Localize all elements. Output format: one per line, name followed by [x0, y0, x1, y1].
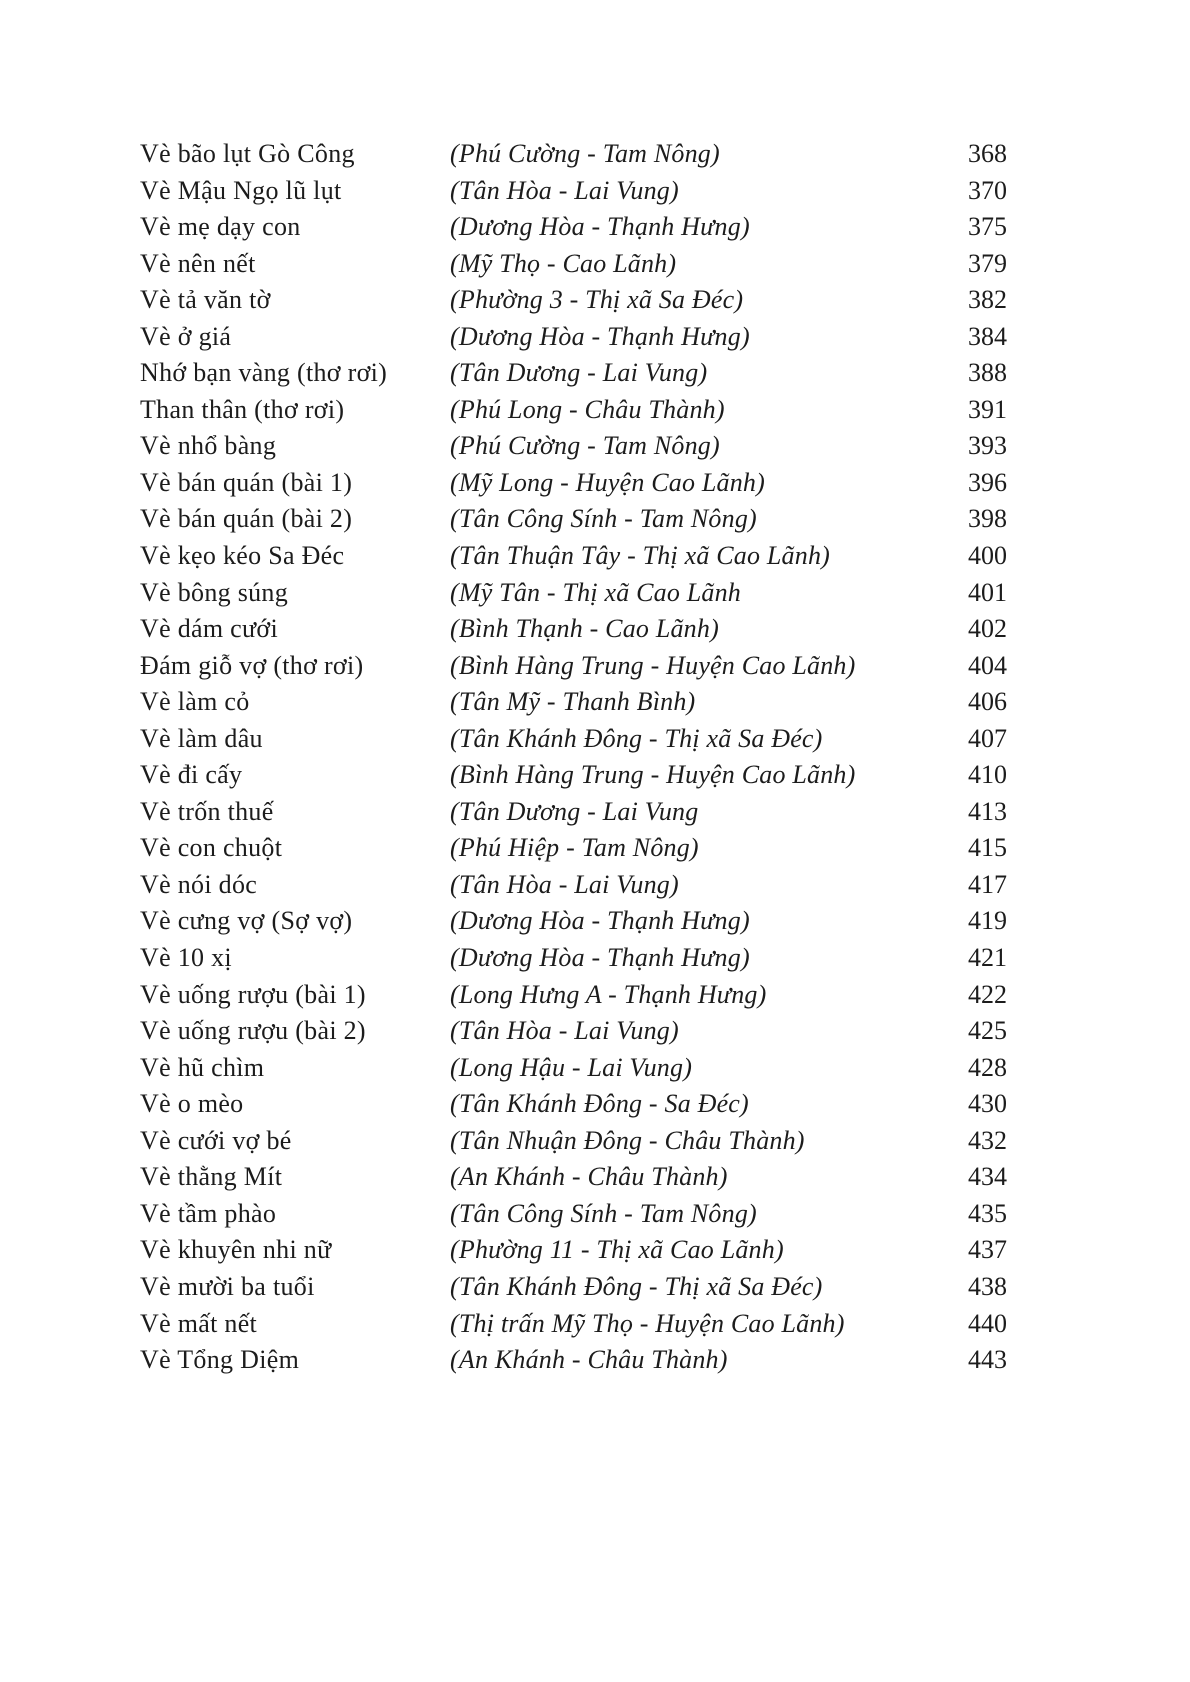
toc-entry-row — [140, 614, 1007, 651]
toc-entry-page: 398 — [968, 504, 1007, 534]
toc-entry-page: 410 — [968, 760, 1007, 790]
toc-entry-title: Vè mẹ dạy con — [140, 212, 301, 242]
toc-entry-title: Vè bán quán (bài 1) — [140, 467, 353, 497]
toc-entry-title: Vè bán quán (bài 2) — [140, 504, 353, 534]
toc-entry-page: 384 — [968, 321, 1007, 351]
toc-entry-page: 368 — [968, 139, 1007, 168]
toc-entry-place: (Phú Cường - Tam Nông) — [450, 431, 720, 461]
toc-entry-page: 401 — [968, 577, 1007, 607]
toc-entry-page: 438 — [968, 1271, 1007, 1301]
toc-entry-row — [140, 578, 1007, 615]
toc-entry-page: 393 — [968, 431, 1007, 461]
toc-entry-row — [140, 1235, 1007, 1272]
toc-entry-page: 415 — [968, 833, 1007, 863]
toc-entry-page: 404 — [968, 650, 1007, 680]
toc-entry-page: 407 — [968, 723, 1007, 753]
toc-entry-row — [140, 1309, 1007, 1346]
toc-entry-row — [140, 724, 1007, 761]
toc-entry-page: 370 — [968, 175, 1007, 205]
toc-entry-title: Vè o mèo — [140, 1089, 244, 1119]
toc-entry-place: (Tân Thuận Tây - Thị xã Cao Lãnh) — [450, 541, 831, 571]
toc-entry-place: (Phú Long - Châu Thành) — [450, 394, 725, 424]
toc-entry-title: Vè uống rượu (bài 1) — [140, 979, 366, 1009]
toc-entry-title: Vè cưng vợ (Sợ vợ) — [140, 906, 353, 936]
toc-entry-place: (Long Hưng A - Thạnh Hưng) — [450, 979, 767, 1009]
toc-entry-page: 430 — [968, 1089, 1007, 1119]
toc-entry-row — [140, 760, 1007, 797]
toc-entry-title: Vè làm cỏ — [140, 687, 250, 717]
toc-entry-row — [140, 468, 1007, 505]
toc-entry-row — [140, 980, 1007, 1017]
toc-entry-title: Vè mười ba tuổi — [140, 1271, 315, 1301]
toc-entry-row — [140, 943, 1007, 980]
toc-entry-page: 379 — [968, 248, 1007, 278]
toc-entry-row — [140, 1199, 1007, 1236]
toc-entry-row — [140, 651, 1007, 688]
toc-entry-title: Vè khuyên nhi nữ — [140, 1235, 332, 1265]
toc-entry-title: Vè 10 xị — [140, 943, 232, 973]
toc-entry-place: (Tân Khánh Đông - Thị xã Sa Đéc) — [450, 1271, 823, 1301]
toc-entry-row — [140, 358, 1007, 395]
toc-entry-place: (Phường 11 - Thị xã Cao Lãnh) — [450, 1235, 784, 1265]
toc-entry-title: Đám giỗ vợ (thơ rơi) — [140, 650, 364, 680]
toc-entry-row — [140, 139, 1007, 176]
toc-entry-row — [140, 395, 1007, 432]
toc-entry-title: Vè bông súng — [140, 577, 289, 607]
toc-entry-place: (Tân Khánh Đông - Sa Đéc) — [450, 1089, 749, 1119]
toc-entry-place: (Mỹ Thọ - Cao Lãnh) — [450, 248, 677, 278]
toc-entry-title: Nhớ bạn vàng (thơ rơi) — [140, 358, 388, 388]
toc-entry-title: Vè bão lụt Gò Công — [140, 139, 355, 168]
toc-entry-row — [140, 870, 1007, 907]
toc-entry-row — [140, 1053, 1007, 1090]
toc-entry-page: 425 — [968, 1016, 1007, 1046]
toc-entry-place: (Thị trấn Mỹ Thọ - Huyện Cao Lãnh) — [450, 1308, 845, 1338]
toc-entry-row — [140, 687, 1007, 724]
toc-entry-page: 437 — [968, 1235, 1007, 1265]
toc-entry-page: 435 — [968, 1198, 1007, 1228]
toc-entry-title: Vè cưới vợ bé — [140, 1125, 292, 1155]
toc-entry-place: (Tân Nhuận Đông - Châu Thành) — [450, 1125, 805, 1155]
toc-entry-title: Than thân (thơ rơi) — [140, 394, 345, 424]
toc-entry-row — [140, 833, 1007, 870]
toc-entry-page: 421 — [968, 943, 1007, 973]
toc-entry-row — [140, 322, 1007, 359]
toc-entry-row — [140, 906, 1007, 943]
toc-entry-page: 419 — [968, 906, 1007, 936]
toc-entry-page: 382 — [968, 285, 1007, 315]
toc-entry-title: Vè kẹo kéo Sa Đéc — [140, 541, 345, 571]
toc-entry-row — [140, 1162, 1007, 1199]
toc-entry-place: (Bình Hàng Trung - Huyện Cao Lãnh) — [450, 760, 856, 790]
toc-entry-place: (Tân Hòa - Lai Vung) — [450, 1016, 679, 1046]
toc-entry-page: 400 — [968, 541, 1007, 571]
toc-entry-title: Vè tả văn tờ — [140, 285, 271, 315]
toc-entry-row — [140, 212, 1007, 249]
toc-entry-row — [140, 1089, 1007, 1126]
toc-entry-title: Vè Tổng Diệm — [140, 1345, 300, 1375]
toc-entry-place: (Tân Dương - Lai Vung) — [450, 358, 708, 388]
toc-entry-row — [140, 797, 1007, 834]
toc-entry-place: (Phường 3 - Thị xã Sa Đéc) — [450, 285, 744, 315]
toc-entry-title: Vè nên nết — [140, 248, 256, 278]
toc-entry-page: 406 — [968, 687, 1007, 717]
toc-entry-place: (Phú Cường - Tam Nông) — [450, 139, 720, 168]
toc-entry-page: 443 — [968, 1345, 1007, 1375]
toc-entry-row — [140, 249, 1007, 286]
toc-entry-page: 391 — [968, 394, 1007, 424]
toc-entry-place: (Dương Hòa - Thạnh Hưng) — [450, 321, 750, 351]
toc-entry-row — [140, 504, 1007, 541]
toc-entry-title: Vè trốn thuế — [140, 796, 274, 826]
toc-entry-page: 422 — [968, 979, 1007, 1009]
toc-entry-title: Vè con chuột — [140, 833, 283, 863]
toc-entry-place: (Tân Công Sính - Tam Nông) — [450, 504, 757, 534]
toc-entry-place: (Tân Công Sính - Tam Nông) — [450, 1198, 757, 1228]
toc-entry-row — [140, 1345, 1007, 1382]
toc-entry-page: 434 — [968, 1162, 1007, 1192]
toc-entry-page: 402 — [968, 614, 1007, 644]
toc-entry-place: (Tân Hòa - Lai Vung) — [450, 175, 679, 205]
toc-entry-place: (Tân Hòa - Lai Vung) — [450, 869, 679, 899]
toc-entry-title: Vè dám cưới — [140, 614, 278, 644]
toc-entry-page: 396 — [968, 467, 1007, 497]
toc-entry-row — [140, 285, 1007, 322]
toc-entry-title: Vè hũ chìm — [140, 1052, 265, 1082]
toc-entry-title: Vè thằng Mít — [140, 1162, 283, 1192]
toc-entry-place: (Tân Khánh Đông - Thị xã Sa Đéc) — [450, 723, 823, 753]
toc-entry-page: 428 — [968, 1052, 1007, 1082]
toc-entry-page: 413 — [968, 796, 1007, 826]
toc-entry-place: (Bình Thạnh - Cao Lãnh) — [450, 614, 719, 644]
toc-entry-title: Vè đi cấy — [140, 760, 243, 790]
toc-entry-title: Vè mất nết — [140, 1308, 258, 1338]
toc-entry-place: (Bình Hàng Trung - Huyện Cao Lãnh) — [450, 650, 856, 680]
toc-entry-title: Vè tầm phào — [140, 1198, 277, 1228]
toc-entry-place: (Long Hậu - Lai Vung) — [450, 1052, 693, 1082]
toc-entry-place: (Dương Hòa - Thạnh Hưng) — [450, 212, 750, 242]
toc-entry-place: (Mỹ Tân - Thị xã Cao Lãnh — [450, 577, 741, 607]
toc-entry-row — [140, 176, 1007, 213]
toc-entry-title: Vè nói dóc — [140, 869, 258, 899]
toc-entry-page: 432 — [968, 1125, 1007, 1155]
toc-entry-title: Vè nhổ bàng — [140, 431, 277, 461]
toc-entry-place: (Tân Mỹ - Thanh Bình) — [450, 687, 696, 717]
toc-entry-page: 375 — [968, 212, 1007, 242]
toc-entry-title: Vè ở giá — [140, 321, 232, 351]
toc-list — [140, 139, 1007, 1382]
toc-entry-place: (Dương Hòa - Thạnh Hưng) — [450, 943, 750, 973]
toc-entry-place: (Mỹ Long - Huyện Cao Lãnh) — [450, 467, 765, 497]
toc-entry-place: (Tân Dương - Lai Vung — [450, 796, 699, 826]
toc-entry-page: 388 — [968, 358, 1007, 388]
toc-entry-place: (An Khánh - Châu Thành) — [450, 1345, 728, 1375]
toc-entry-page: 417 — [968, 869, 1007, 899]
toc-entry-row — [140, 1126, 1007, 1163]
toc-entry-row — [140, 1272, 1007, 1309]
toc-entry-title: Vè uống rượu (bài 2) — [140, 1016, 366, 1046]
toc-entry-title: Vè làm dâu — [140, 723, 263, 753]
toc-entry-row — [140, 541, 1007, 578]
toc-entry-page: 440 — [968, 1308, 1007, 1338]
toc-entry-row — [140, 1016, 1007, 1053]
toc-entry-place: (Phú Hiệp - Tam Nông) — [450, 833, 699, 863]
toc-entry-place: (An Khánh - Châu Thành) — [450, 1162, 728, 1192]
toc-entry-place: (Dương Hòa - Thạnh Hưng) — [450, 906, 750, 936]
toc-entry-title: Vè Mậu Ngọ lũ lụt — [140, 175, 342, 205]
toc-entry-row — [140, 431, 1007, 468]
